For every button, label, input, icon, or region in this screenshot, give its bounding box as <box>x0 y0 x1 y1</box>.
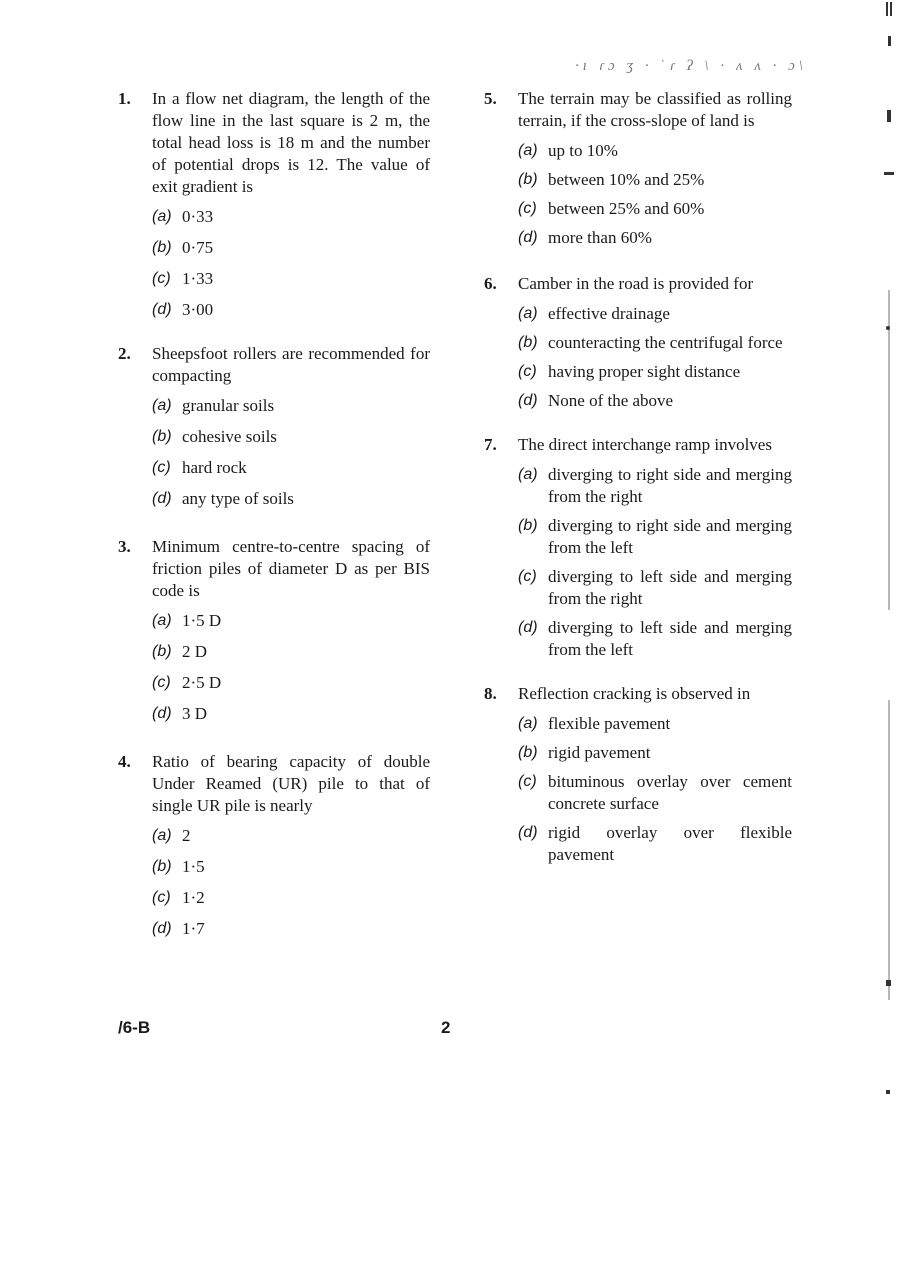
option-text: more than 60% <box>548 228 652 247</box>
option-list <box>518 303 792 412</box>
option-c <box>152 887 430 909</box>
question-text: Minimum centre-to-centre spacing of friction piles of diameter D as per BIS code is <box>152 537 430 600</box>
option-text: 0·75 <box>182 238 214 257</box>
option-text: diverging to left side and merging from the left <box>548 618 792 659</box>
question-text: In a flow net diagram, the length of the flow line in the last square is 2 m, the total head loss is 18 m and the number of potential drops is 12. The value of exit gradient is <box>152 89 430 196</box>
option-a <box>152 395 430 417</box>
option-label: (c) <box>152 889 171 906</box>
edge-mark <box>888 36 891 46</box>
edge-mark <box>887 110 891 122</box>
option-list <box>152 395 430 510</box>
question-number: 1. <box>118 89 131 108</box>
option-c <box>518 198 792 220</box>
option-text: up to 10% <box>548 141 618 160</box>
option-b <box>152 856 430 878</box>
question-number: 7. <box>484 435 497 454</box>
option-label: (d) <box>518 392 538 409</box>
option-c <box>152 457 430 479</box>
question-7 <box>484 434 792 661</box>
option-text: bituminous overlay over cement concrete surface <box>548 772 792 813</box>
question-number: 4. <box>118 752 131 771</box>
option-c <box>518 361 792 383</box>
option-label: (b) <box>152 643 172 660</box>
option-text: None of the above <box>548 391 674 410</box>
option-list <box>152 206 430 321</box>
option-label: (c) <box>518 568 537 585</box>
option-label: (c) <box>518 773 537 790</box>
option-a <box>152 610 430 632</box>
option-label: (b) <box>152 239 172 256</box>
option-text: cohesive soils <box>182 427 277 446</box>
option-text: hard rock <box>182 458 247 477</box>
option-b <box>152 237 430 259</box>
option-text: 0·33 <box>182 207 214 226</box>
option-list <box>518 713 792 866</box>
option-label: (d) <box>152 490 172 507</box>
option-list <box>152 825 430 940</box>
option-a <box>152 206 430 228</box>
option-text: 3 D <box>182 704 208 723</box>
option-label: (d) <box>152 920 172 937</box>
option-label: (d) <box>518 824 538 841</box>
option-label: (c) <box>518 200 537 217</box>
option-list <box>518 140 792 249</box>
option-label: (a) <box>518 305 538 322</box>
option-text: any type of soils <box>182 489 294 508</box>
option-label: (b) <box>518 334 538 351</box>
option-text: effective drainage <box>548 304 670 323</box>
option-text: 3·00 <box>182 300 214 319</box>
question-text: The direct interchange ramp involves <box>518 435 772 454</box>
option-list <box>152 610 430 725</box>
option-label: (c) <box>152 674 171 691</box>
option-label: (b) <box>518 517 538 534</box>
option-d <box>518 390 792 412</box>
question-number: 3. <box>118 537 131 556</box>
option-text: 2·5 D <box>182 673 222 692</box>
option-b <box>518 742 792 764</box>
option-label: (b) <box>518 171 538 188</box>
option-text: diverging to right side and merging from the left <box>548 516 792 557</box>
question-3 <box>118 536 430 725</box>
question-number: 8. <box>484 684 497 703</box>
option-text: 1·7 <box>182 919 205 938</box>
option-label: (a) <box>518 142 538 159</box>
option-text: having proper sight distance <box>548 362 741 381</box>
question-2 <box>118 343 430 510</box>
option-label: (b) <box>152 858 172 875</box>
option-label: (a) <box>518 715 538 732</box>
option-label: (d) <box>152 301 172 318</box>
option-text: diverging to right side and merging from the right <box>548 465 792 506</box>
option-b <box>518 169 792 191</box>
option-c <box>152 672 430 694</box>
option-label: (a) <box>518 466 538 483</box>
option-a <box>518 140 792 162</box>
option-text: diverging to left side and merging from the right <box>548 567 792 608</box>
right-column <box>484 88 792 873</box>
option-d <box>518 617 792 661</box>
option-c <box>518 771 792 815</box>
option-d <box>152 299 430 321</box>
edge-mark <box>886 2 888 16</box>
page-number: 2 <box>441 1018 451 1037</box>
option-text: between 25% and 60% <box>548 199 705 218</box>
edge-mark <box>890 2 892 16</box>
option-b <box>152 426 430 448</box>
option-text: 2 D <box>182 642 208 661</box>
option-label: (c) <box>152 459 171 476</box>
option-text: granular soils <box>182 396 275 415</box>
option-text: counteracting the centrifugal force <box>548 333 783 352</box>
option-label: (d) <box>518 229 538 246</box>
option-label: (a) <box>152 208 172 225</box>
option-c <box>152 268 430 290</box>
option-a <box>152 825 430 847</box>
option-text: 1·2 <box>182 888 205 907</box>
option-label: (b) <box>152 428 172 445</box>
option-d <box>152 703 430 725</box>
left-column <box>118 88 430 949</box>
question-4 <box>118 751 430 940</box>
option-text: 2 <box>182 826 191 845</box>
option-b <box>518 515 792 559</box>
edge-mark <box>888 290 890 610</box>
question-text: Sheepsfoot rollers are recommended for compacting <box>152 344 430 385</box>
option-text: rigid overlay over flexible pavement <box>548 823 792 864</box>
option-text: 1·33 <box>182 269 214 288</box>
question-text: The terrain may be classified as rolling terrain, if the cross-slope of land is <box>518 89 792 130</box>
option-c <box>518 566 792 610</box>
question-8 <box>484 683 792 866</box>
option-label: (c) <box>518 363 537 380</box>
paper-code: /6-B <box>118 1018 151 1037</box>
question-number: 5. <box>484 89 497 108</box>
option-a <box>518 464 792 508</box>
edge-mark <box>884 172 894 175</box>
option-label: (a) <box>152 612 172 629</box>
edge-mark <box>886 326 890 330</box>
option-a <box>518 303 792 325</box>
option-b <box>518 332 792 354</box>
option-list <box>518 464 792 661</box>
edge-mark <box>886 980 891 986</box>
question-text: Camber in the road is provided for <box>518 274 754 293</box>
question-text: Reflection cracking is observed in <box>518 684 751 703</box>
option-a <box>518 713 792 735</box>
option-label: (d) <box>518 619 538 636</box>
option-label: (c) <box>152 270 171 287</box>
option-label: (b) <box>518 744 538 761</box>
question-5 <box>484 88 792 249</box>
option-label: (a) <box>152 827 172 844</box>
scan-edge-marks <box>882 0 896 1274</box>
question-text: Ratio of bearing capacity of double Under Reamed (UR) pile to that of single UR pile is nearly <box>152 752 430 815</box>
option-label: (a) <box>152 397 172 414</box>
option-d <box>152 918 430 940</box>
option-d <box>518 227 792 249</box>
question-1 <box>118 88 430 321</box>
option-d <box>152 488 430 510</box>
question-number: 6. <box>484 274 497 293</box>
option-text: between 10% and 25% <box>548 170 705 189</box>
edge-mark <box>888 700 890 1000</box>
option-text: flexible pavement <box>548 714 671 733</box>
option-b <box>152 641 430 663</box>
option-d <box>518 822 792 866</box>
edge-mark <box>886 1090 890 1094</box>
option-label: (d) <box>152 705 172 722</box>
option-text: 1·5 D <box>182 611 222 630</box>
option-text: rigid pavement <box>548 743 651 762</box>
question-number: 2. <box>118 344 131 363</box>
question-6 <box>484 273 792 412</box>
handwritten-scribble: ·ı ɾɔ ʒ · ˈɾ ʔ \ · ʌ ʌ · ɔ\ <box>575 58 807 74</box>
option-text: 1·5 <box>182 857 205 876</box>
